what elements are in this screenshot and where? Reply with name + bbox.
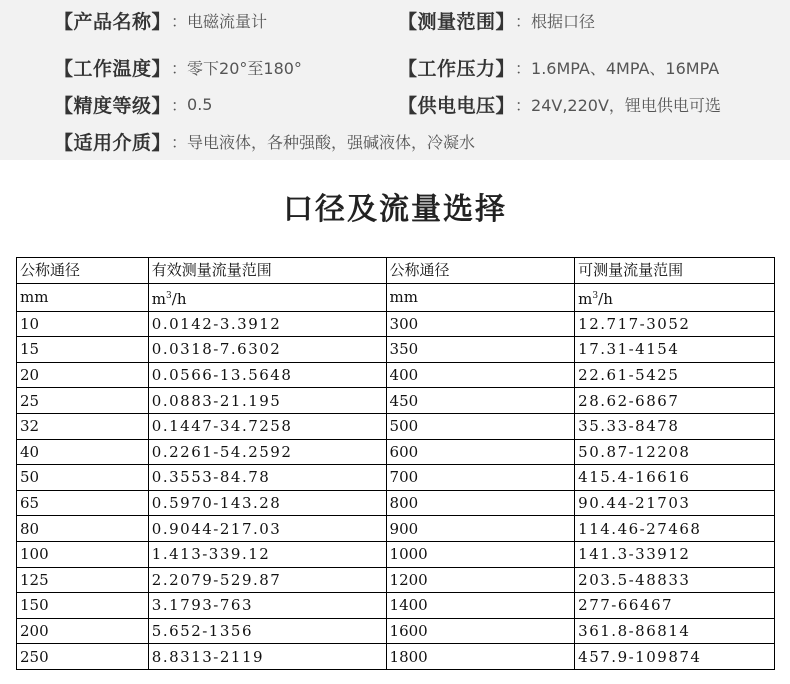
unit-rest: /h: [598, 289, 613, 308]
table-cell: 203.5-48833: [575, 567, 775, 593]
spec-row: [0, 0, 790, 40]
table-cell: 457.9-109874: [575, 644, 775, 670]
table-cell: 1600: [386, 618, 575, 644]
spec-label: 【产品名称】: [54, 10, 172, 33]
table-cell: 1400: [386, 593, 575, 619]
table-cell: 450: [386, 388, 575, 414]
table-cell: 300: [386, 311, 575, 337]
table-cell: 600: [386, 439, 575, 465]
table-cell: 415.4-16616: [575, 465, 775, 491]
table-cell: 900: [386, 516, 575, 542]
section-title: 口径及流量选择: [283, 192, 507, 227]
table-row: [17, 593, 775, 619]
table-cell: 2.2079-529.87: [148, 567, 386, 593]
spec-value: 0.5: [187, 94, 213, 114]
spec-item-accuracy: [54, 84, 212, 124]
table-row: [17, 439, 775, 465]
table-cell: 8.8313-2119: [148, 644, 386, 670]
spec-separator: ：: [171, 132, 188, 152]
table-cell: 22.61-5425: [575, 362, 775, 388]
table-cell: 90.44-21703: [575, 490, 775, 516]
spec-row: [0, 121, 790, 161]
table-cell: 12.717-3052: [575, 311, 775, 337]
unit-rest: /h: [171, 289, 187, 308]
spec-panel: [0, 0, 790, 160]
table-cell: 1000: [386, 541, 575, 567]
spec-label: 【精度等级】: [54, 94, 172, 117]
unit-cell: mm: [386, 283, 575, 311]
table-cell: 200: [17, 618, 149, 644]
table-row: [17, 337, 775, 363]
table-cell: 0.0142-3.3912: [148, 311, 386, 337]
table-cell: 65: [17, 490, 149, 516]
table-row: [17, 567, 775, 593]
table-cell: 80: [17, 516, 149, 542]
spec-label: 【工作压力】: [398, 57, 516, 80]
spec-value: 零下20°至180°: [187, 58, 302, 78]
spec-separator: ：: [515, 11, 532, 31]
table-cell: 700: [386, 465, 575, 491]
spec-label: 【供电电压】: [398, 94, 516, 117]
spec-value: 24V,220V，锂电供电可选: [531, 95, 721, 115]
table-cell: 35.33-8478: [575, 413, 775, 439]
table-cell: 50.87-12208: [575, 439, 775, 465]
table-cell: 141.3-33912: [575, 541, 775, 567]
header-cell: 公称通径: [386, 258, 575, 284]
spec-row: [0, 84, 790, 124]
table-cell: 150: [17, 593, 149, 619]
table-cell: 0.0566-13.5648: [148, 362, 386, 388]
table-cell: 1200: [386, 567, 575, 593]
table-cell: 0.1447-34.7258: [148, 413, 386, 439]
header-cell: 有效测量流量范围: [148, 258, 386, 284]
table-cell: 25: [17, 388, 149, 414]
spec-separator: ：: [515, 58, 532, 78]
table-cell: 277-66467: [575, 593, 775, 619]
table-cell: 50: [17, 465, 149, 491]
table-cell: 1800: [386, 644, 575, 670]
table-units-row: [17, 283, 775, 311]
spec-label: 【适用介质】: [54, 131, 172, 154]
table-cell: 250: [17, 644, 149, 670]
table-cell: 40: [17, 439, 149, 465]
table-cell: 400: [386, 362, 575, 388]
header-cell: 可测量流量范围: [575, 258, 775, 284]
header-cell: 公称通径: [17, 258, 149, 284]
table-cell: 1.413-339.12: [148, 541, 386, 567]
table-cell: 350: [386, 337, 575, 363]
table-cell: 100: [17, 541, 149, 567]
spec-value: 导电液体，各种强酸，强碱液体，冷凝水: [187, 132, 476, 152]
table-row: [17, 388, 775, 414]
table-row: [17, 490, 775, 516]
unit-cell: mm: [17, 283, 149, 311]
table-cell: 0.3553-84.78: [148, 465, 386, 491]
table-cell: 361.8-86814: [575, 618, 775, 644]
spec-label: 【工作温度】: [54, 57, 172, 80]
table-cell: 5.652-1356: [148, 618, 386, 644]
table-cell: 28.62-6867: [575, 388, 775, 414]
spec-value: 根据口径: [531, 11, 596, 31]
table-row: [17, 618, 775, 644]
spec-item-measure-range: [398, 0, 595, 40]
table-row: [17, 644, 775, 670]
table-cell: 0.0318-7.6302: [148, 337, 386, 363]
unit-cell: [575, 283, 775, 311]
spec-separator: ：: [515, 95, 532, 115]
table-row: [17, 362, 775, 388]
table-cell: 20: [17, 362, 149, 388]
unit-base: m: [578, 289, 593, 308]
table-row: [17, 541, 775, 567]
spec-item-work-pressure: [398, 47, 719, 87]
unit-sup: 3: [166, 290, 172, 301]
table-cell: 0.2261-54.2592: [148, 439, 386, 465]
table-row: [17, 516, 775, 542]
table-row: [17, 311, 775, 337]
spec-separator: ：: [171, 95, 188, 115]
spec-item-power-supply: [398, 84, 721, 124]
table-cell: 500: [386, 413, 575, 439]
table-cell: 10: [17, 311, 149, 337]
spec-item-medium: [54, 121, 475, 161]
unit-sup: 3: [592, 290, 599, 301]
unit-base: m: [151, 289, 167, 308]
table-cell: 0.9044-217.03: [148, 516, 386, 542]
table-cell: 125: [17, 567, 149, 593]
table-cell: 800: [386, 490, 575, 516]
table-row: [17, 465, 775, 491]
unit-cell: [148, 283, 386, 311]
table-cell: 0.0883-21.195: [148, 388, 386, 414]
table-cell: 15: [17, 337, 149, 363]
spec-separator: ：: [171, 58, 188, 78]
flow-table: [16, 257, 775, 670]
spec-row: [0, 47, 790, 87]
table-cell: 32: [17, 413, 149, 439]
spec-value: 电磁流量计: [187, 11, 268, 31]
spec-item-product-name: [54, 0, 267, 40]
spec-label: 【测量范围】: [398, 10, 516, 33]
table-row: [17, 413, 775, 439]
table-cell: 3.1793-763: [148, 593, 386, 619]
table-cell: 0.5970-143.28: [148, 490, 386, 516]
table-cell: 114.46-27468: [575, 516, 775, 542]
table-header-row: [17, 258, 775, 284]
spec-item-work-temp: [54, 47, 302, 87]
spec-separator: ：: [171, 11, 188, 31]
spec-value: 1.6MPA、4MPA、16MPA: [531, 58, 720, 78]
table-cell: 17.31-4154: [575, 337, 775, 363]
